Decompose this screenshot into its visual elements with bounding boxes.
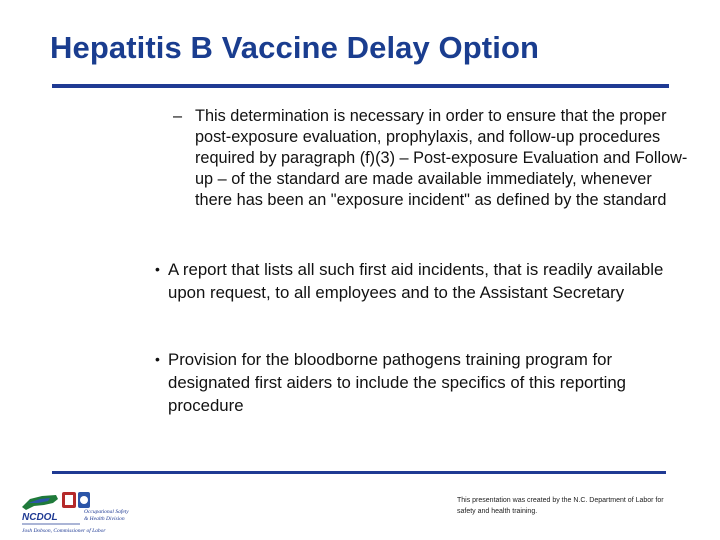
bullet-text: A report that lists all such first aid incidents, that is readily available upon request, to all employees and to the Assistant Secretary <box>168 260 664 302</box>
sub-bullet-item <box>173 106 693 211</box>
logo-division-line2: & Health Division <box>84 516 125 522</box>
footer-note: This presentation was created by the N.C. Department of Labor for safety and health training. <box>457 497 664 515</box>
ncdol-logo <box>20 487 145 535</box>
bullet-item <box>153 258 693 304</box>
bullet-marker: • <box>155 351 160 367</box>
logo-wordmark: NCDOL <box>22 512 58 523</box>
title-divider <box>52 84 669 88</box>
slide-title: Hepatitis B Vaccine Delay Option <box>50 30 540 65</box>
sub-bullet-text: This determination is necessary in order to ensure that the proper post-exposure evaluation, prophylaxis, and follow-up procedures required by paragraph (f)(3) – Post-exposure Evaluation and Follow-up – of the standard are made available immediately, whenever there has been an "exposure incident" as defined by the standard <box>195 107 688 209</box>
bullet-item <box>153 348 693 417</box>
dash-marker: – <box>173 107 183 125</box>
bullet-marker: • <box>155 261 160 277</box>
logo-signature: Josh Dobson, Commissioner of Labor <box>22 528 106 534</box>
bullet-text: Provision for the bloodborne pathogens training program for designated first aiders to include the specifics of this reporting procedure <box>168 350 627 415</box>
logo-division-line1: Occupational Safety <box>84 509 129 515</box>
footer-divider <box>52 471 666 474</box>
